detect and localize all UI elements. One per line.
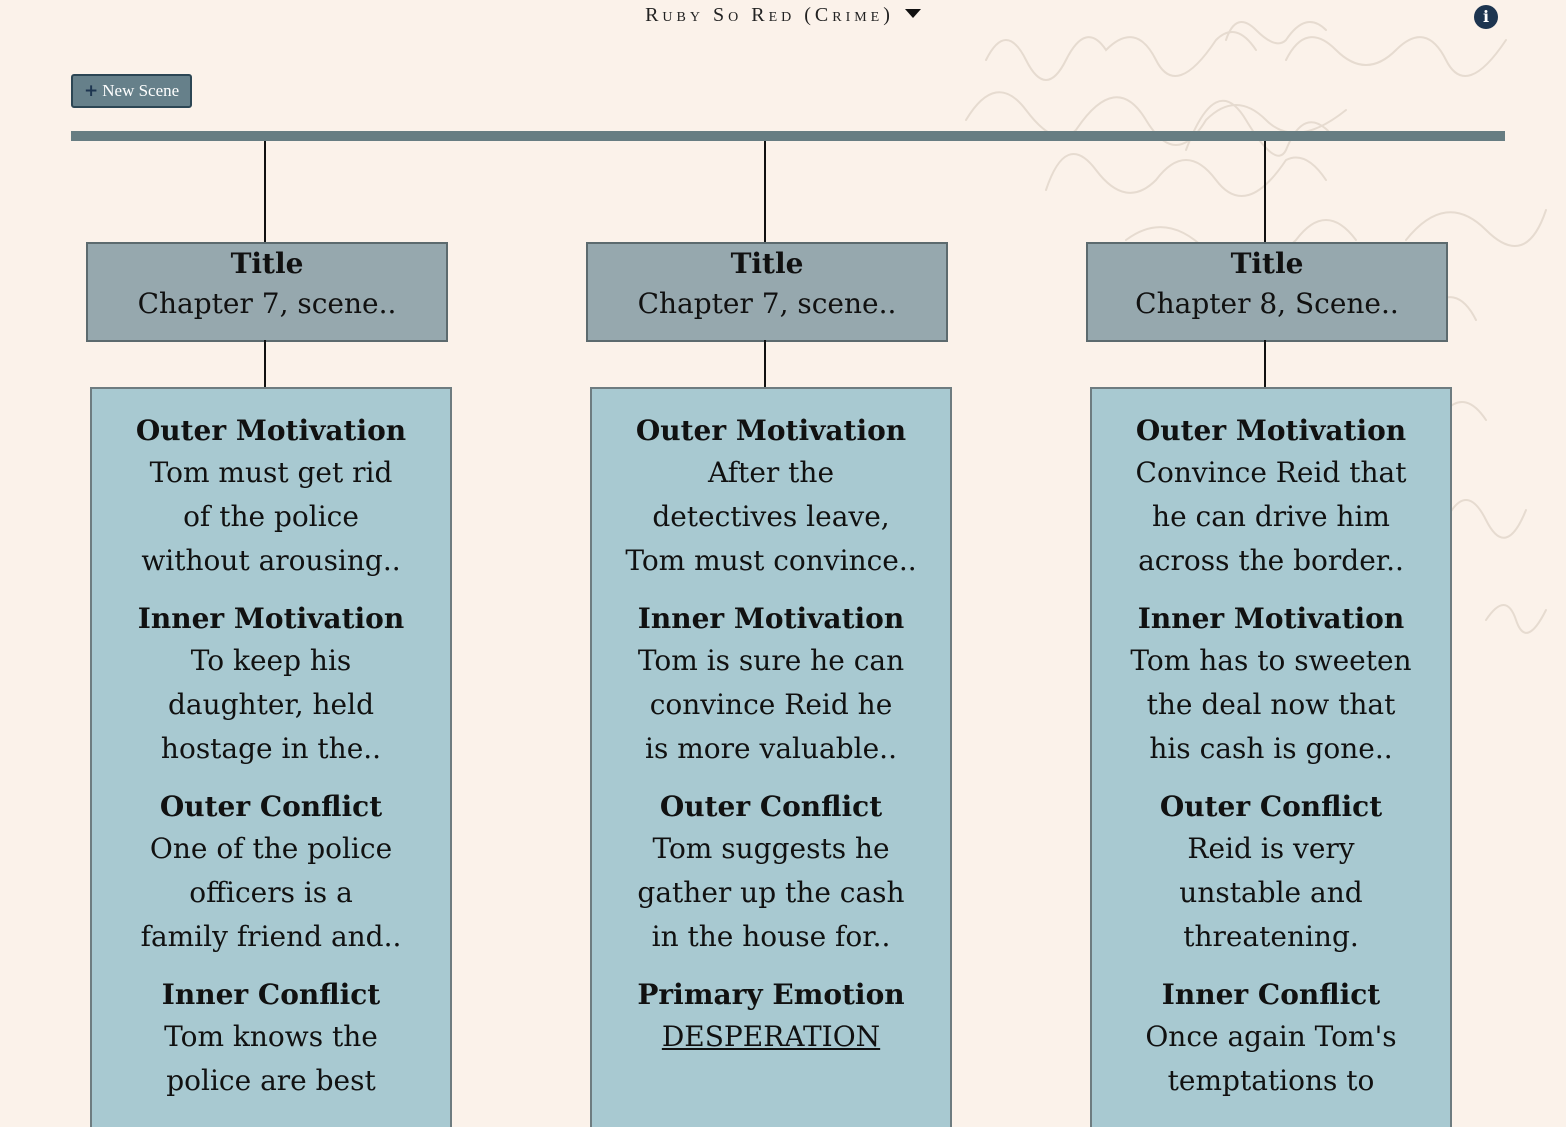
field-label: Outer Motivation [135,414,407,447]
field-text-line: in the house for.. [651,920,891,953]
timeline-bar [71,131,1505,141]
field-text-line: Convince Reid that [1135,456,1407,489]
scene-title-card[interactable] [1086,242,1448,342]
field-label: Outer Conflict [1159,790,1383,823]
scene-field [1092,975,1450,1103]
scene-field [592,975,950,1059]
scene-field [1092,599,1450,771]
scene-field [1092,787,1450,959]
field-text-line: After the [707,456,835,489]
new-scene-button[interactable] [71,74,192,108]
field-text-line: temptations to [1167,1064,1375,1097]
field-text-line: Tom must get rid [149,456,393,489]
field-text-line: Tom has to sweeten [1130,644,1412,677]
new-scene-label: New Scene [102,81,180,100]
top-bar [0,0,1566,40]
emotion-link[interactable]: DESPERATION [661,1020,881,1053]
field-text-line: hostage in the.. [160,732,382,765]
scene-title-card[interactable] [586,242,948,342]
field-label: Outer Motivation [1135,414,1407,447]
field-label: Inner Motivation [637,602,905,635]
info-icon[interactable]: i [1474,5,1498,29]
field-label: Inner Motivation [1137,602,1405,635]
field-text-line: Once again Tom's [1145,1020,1397,1053]
field-text-line: his cash is gone.. [1149,732,1393,765]
scene-title-value: Chapter 8, Scene.. [1135,287,1399,320]
project-title: Ruby So Red (Crime) [645,4,894,26]
field-label: Inner Conflict [1161,978,1381,1011]
scene-field [592,411,950,583]
field-text-line: police are best [166,1064,376,1097]
field-text-line: detectives leave, [652,500,890,533]
scene-field [592,599,950,771]
scene-title-card[interactable] [86,242,448,342]
field-text-line: Tom suggests he [652,832,890,865]
scene-title-label: Title [730,247,804,280]
scene-detail-card[interactable] [1090,387,1452,1127]
field-text-line: family friend and.. [140,920,402,953]
timeline-connector [1264,141,1266,242]
field-text-line: Tom must convince.. [625,544,917,577]
field-text-line: Tom knows the [164,1020,378,1053]
field-text-line: the deal now that [1146,688,1396,721]
scene-detail-card[interactable] [90,387,452,1127]
plus-icon: + [84,81,99,101]
field-text-line: gather up the cash [637,876,905,909]
field-text-line: daughter, held [167,688,375,721]
scene-field [1092,411,1450,583]
field-label: Outer Conflict [159,790,383,823]
field-text-line: he can drive him [1152,500,1390,533]
field-label: Inner Motivation [137,602,405,635]
scene-title-value: Chapter 7, scene.. [637,287,897,320]
field-text-line: is more valuable.. [645,732,897,765]
timeline-connector [264,141,266,242]
field-text-line: unstable and [1179,876,1363,909]
scene-field [592,787,950,959]
field-text-line: convince Reid he [649,688,893,721]
scene-title-label: Title [1230,247,1304,280]
field-text-line: One of the police [149,832,393,865]
timeline-connector [764,141,766,242]
scene-field [92,975,450,1103]
field-label: Primary Emotion [637,978,905,1011]
card-connector [1264,340,1266,388]
field-label: Outer Conflict [659,790,883,823]
field-text-line: without arousing.. [141,544,401,577]
field-label: Outer Motivation [635,414,907,447]
caret-down-icon [905,9,921,18]
field-text-line: across the border.. [1138,544,1404,577]
field-text-line: Tom is sure he can [637,644,905,677]
field-text-line: To keep his [190,644,352,677]
scene-detail-card[interactable] [590,387,952,1127]
field-text-line: of the police [183,500,359,533]
card-connector [764,340,766,388]
scene-title-label: Title [230,247,304,280]
scene-field [92,411,450,583]
field-text-line: threatening. [1183,920,1359,953]
project-selector[interactable] [0,4,1566,27]
field-text-line: Reid is very [1187,832,1355,865]
scene-title-value: Chapter 7, scene.. [137,287,397,320]
field-text-line: officers is a [189,876,353,909]
scene-field [92,787,450,959]
card-connector [264,340,266,388]
scene-field [92,599,450,771]
field-label: Inner Conflict [161,978,381,1011]
